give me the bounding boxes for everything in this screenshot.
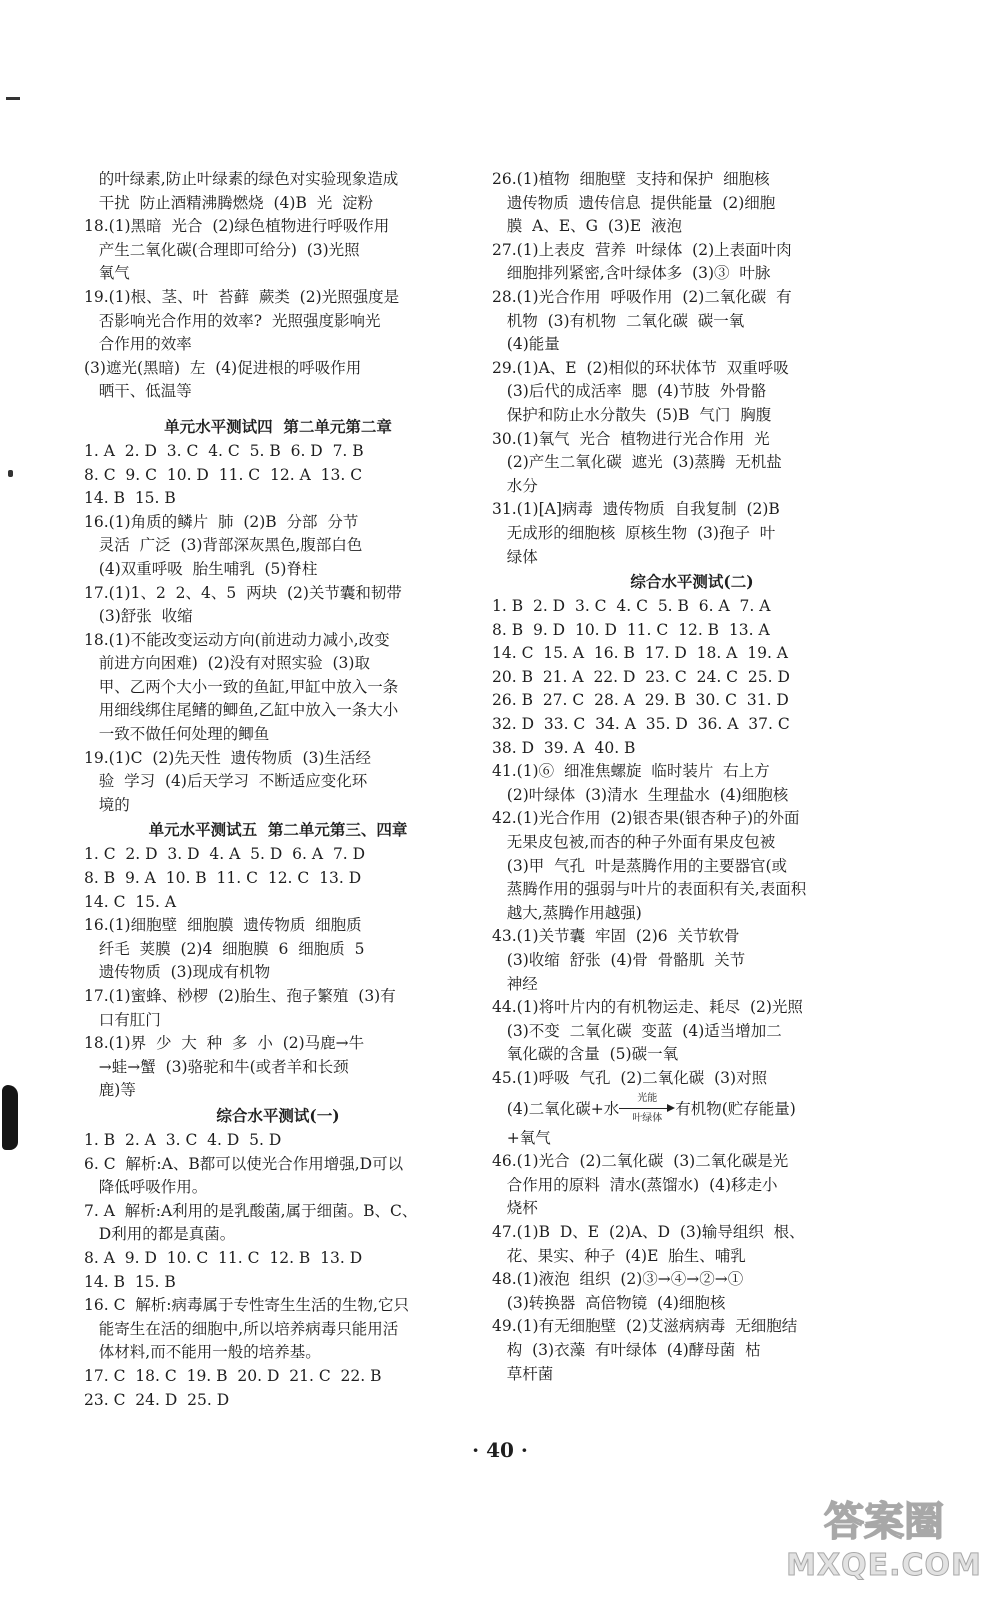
answer-line: 16. C 解析:病毒属于专性寄生生活的生物,它只 bbox=[84, 1296, 409, 1315]
watermark-url: MXQE.COM bbox=[786, 1548, 982, 1583]
answer-line: 合作用的效率 bbox=[84, 335, 192, 354]
scan-corner-mark bbox=[6, 97, 20, 100]
answer-line: 7. A 解析:A利用的是乳酸菌,属于细菌。B、C、 bbox=[84, 1201, 418, 1220]
answer-line: 30.(1)氧气 光合 植物进行光合作用 光 bbox=[492, 429, 770, 448]
answer-line: 细胞排列紧密,含叶绿体多 (3)③ 叶脉 bbox=[492, 264, 771, 283]
answer-line: 无成形的细胞核 原核生物 (3)孢子 叶 bbox=[492, 523, 776, 542]
scan-ink-blot bbox=[2, 1085, 18, 1150]
arrow-condition-bottom: 叶绿体 bbox=[632, 1112, 663, 1124]
answer-line: 验 学习 (4)后天学习 不断适应变化环 bbox=[84, 772, 368, 791]
scan-stray-dot bbox=[8, 470, 13, 477]
answer-line: 8. C 9. C 10. D 11. C 12. A 13. C bbox=[84, 465, 363, 484]
answer-line: 26.(1)植物 细胞壁 支持和保护 细胞核 bbox=[492, 170, 770, 188]
answer-line: 38. D 39. A 40. B bbox=[492, 738, 636, 757]
answer-line: →蛙→蟹 (3)骆驼和牛(或者羊和长颈 bbox=[84, 1057, 349, 1076]
answer-line: 产生二氧化碳(合理即可给分) (3)光照 bbox=[84, 240, 360, 259]
answer-line: 合作用的原料 清水(蒸馏水) (4)移走小 bbox=[492, 1175, 778, 1194]
answer-line: 草杆菌 bbox=[492, 1364, 554, 1383]
answer-line: 1. B 2. A 3. C 4. D 5. D bbox=[84, 1130, 282, 1149]
answer-line: 14. C 15. A bbox=[84, 892, 177, 911]
watermark-logo-text: 答案圈 bbox=[824, 1499, 944, 1545]
answer-line: (3)转换器 高倍物镜 (4)细胞核 bbox=[492, 1293, 726, 1312]
answer-line: 花、果实、种子 (4)E 胎生、哺乳 bbox=[492, 1246, 746, 1265]
answer-line: 否影响光合作用的效率? 光照强度影响光 bbox=[84, 311, 381, 330]
section-heading: 单元水平测试四 第二单元第二章 bbox=[164, 416, 392, 436]
answer-line: 保护和防止水分散失 (5)B 气门 胸腹 bbox=[492, 405, 772, 424]
answer-line: (3)甲 气孔 叶是蒸腾作用的主要器官(或 bbox=[492, 856, 787, 875]
answer-line: 43.(1)关节囊 牢固 (2)6 关节软骨 bbox=[492, 927, 740, 946]
answer-line: 1. A 2. D 3. C 4. C 5. B 6. D 7. B bbox=[84, 441, 364, 460]
answer-line: 蒸腾作用的强弱与叶片的表面积有关,表面积 bbox=[492, 880, 807, 899]
answer-line: 境的 bbox=[84, 795, 130, 814]
answer-line: 28.(1)光合作用 呼吸作用 (2)二氧化碳 有 bbox=[492, 287, 792, 306]
answer-line: 27.(1)上表皮 营养 叶绿体 (2)上表面叶肉 bbox=[492, 240, 792, 259]
answer-line: +氧气 bbox=[492, 1128, 551, 1147]
answer-line: 水分 bbox=[492, 476, 538, 495]
answer-line: 8. A 9. D 10. C 11. C 12. B 13. D bbox=[84, 1248, 363, 1267]
section-heading: 综合水平测试(一) bbox=[216, 1105, 340, 1125]
answer-line: 遗传物质 遗传信息 提供能量 (2)细胞 bbox=[492, 193, 776, 212]
answer-line: 20. B 21. A 22. D 23. C 24. C 25. D bbox=[492, 667, 790, 686]
answer-line: 45.(1)呼吸 气孔 (2)二氧化碳 (3)对照 bbox=[492, 1068, 768, 1087]
answer-line: (2)产生二氧化碳 遮光 (3)蒸腾 无机盐 bbox=[492, 453, 782, 472]
answer-line: 44.(1)将叶片内的有机物运走、耗尽 (2)光照 bbox=[492, 998, 803, 1017]
answer-line: 14. C 15. A 16. B 17. D 18. A 19. A bbox=[492, 644, 788, 663]
answer-line: 体材料,而不能用一般的培养基。 bbox=[84, 1343, 321, 1362]
answer-line: 越大,蒸腾作用越强) bbox=[492, 903, 642, 922]
answer-line: 神经 bbox=[492, 974, 538, 993]
answer-line: 41.(1)⑥ 细准焦螺旋 临时装片 右上方 bbox=[492, 762, 770, 781]
answer-line: 纤毛 荚膜 (2)4 细胞膜 6 细胞质 5 bbox=[84, 939, 365, 958]
answer-line: 49.(1)有无细胞壁 (2)艾滋病病毒 无细胞结 bbox=[492, 1317, 798, 1336]
answer-line: 1. B 2. D 3. C 4. C 5. B 6. A 7. A bbox=[492, 597, 771, 616]
answer-line: 构 (3)衣藻 有叶绿体 (4)酵母菌 枯 bbox=[492, 1340, 761, 1359]
arrow-condition-top: 光能 bbox=[637, 1092, 658, 1104]
equation-products: 有机物(贮存能量) bbox=[675, 1099, 796, 1118]
answer-line: 42.(1)光合作用 (2)银杏果(银杏种子)的外面 bbox=[492, 809, 800, 828]
answer-line: 16.(1)角质的鳞片 肺 (2)B 分部 分节 bbox=[84, 512, 359, 531]
answer-line: 无果皮包被,而杏的种子外面有果皮包被 bbox=[492, 833, 776, 852]
answer-line: 18.(1)不能改变运动方向(前进动力减小,改变 bbox=[84, 630, 390, 649]
answer-line: 鹿)等 bbox=[84, 1081, 136, 1100]
answer-line: 能寄生在活的细胞中,所以培养病毒只能用活 bbox=[84, 1319, 399, 1338]
answer-line: 口有肛门 bbox=[84, 1010, 161, 1029]
answer-line: 一致不做任何处理的鲫鱼 bbox=[84, 725, 270, 744]
photosynthesis-equation bbox=[492, 1091, 892, 1127]
answer-line: 机物 (3)有机物 二氧化碳 碳一氧 bbox=[492, 311, 745, 330]
reaction-arrow-icon bbox=[619, 1091, 675, 1127]
answer-line: 17. C 18. C 19. B 20. D 21. C 22. B bbox=[84, 1366, 382, 1385]
answer-line: 32. D 33. C 34. A 35. D 36. A 37. C bbox=[492, 715, 790, 734]
section-heading: 综合水平测试(二) bbox=[630, 572, 754, 592]
answer-line: 26. B 27. C 28. A 29. B 30. C 31. D bbox=[492, 691, 789, 710]
answer-line: 47.(1)B D、E (2)A、D (3)输导组织 根、 bbox=[492, 1222, 805, 1241]
equation-reactants: (4)二氧化碳+水 bbox=[492, 1099, 620, 1118]
arrow-head bbox=[667, 1104, 675, 1112]
answer-line: 遗传物质 (3)现成有机物 bbox=[84, 963, 271, 982]
answer-line: (3)收缩 舒张 (4)骨 骨骼肌 关节 bbox=[492, 951, 746, 969]
answer-line: 23. C 24. D 25. D bbox=[84, 1390, 230, 1409]
answer-line: 晒干、低温等 bbox=[84, 382, 192, 401]
answer-line: 17.(1)蜜蜂、桫椤 (2)胎生、孢子繁殖 (3)有 bbox=[84, 987, 396, 1005]
answer-line: 前进方向困难) (2)没有对照实验 (3)取 bbox=[84, 654, 370, 673]
answer-line: 甲、乙两个大小一致的鱼缸,甲缸中放入一条 bbox=[84, 677, 399, 696]
site-watermark bbox=[784, 1498, 984, 1590]
answer-line: 的叶绿素,防止叶绿素的绿色对实验现象造成 bbox=[84, 170, 399, 188]
answer-line: 31.(1)[A]病毒 遗传物质 自我复制 (2)B bbox=[492, 500, 780, 519]
answer-line: 降低呼吸作用。 bbox=[84, 1178, 208, 1197]
answer-line: 1. C 2. D 3. D 4. A 5. D 6. A 7. D bbox=[84, 845, 366, 864]
answer-line: 绿体 bbox=[492, 547, 538, 566]
answer-line: (3)后代的成活率 腮 (4)节肢 外骨骼 bbox=[492, 382, 767, 401]
right-answer-column bbox=[492, 168, 892, 1386]
answer-line: (4)双重呼吸 胎生哺乳 (5)脊柱 bbox=[84, 559, 318, 578]
answer-line: 18.(1)黑暗 光合 (2)绿色植物进行呼吸作用 bbox=[84, 217, 390, 236]
answer-line: (3)不变 二氧化碳 变蓝 (4)适当增加二 bbox=[492, 1021, 782, 1040]
answer-line: (2)叶绿体 (3)清水 生理盐水 (4)细胞核 bbox=[492, 785, 789, 804]
answer-line: 用细线绑住尾鳍的鲫鱼,乙缸中放入一条大小 bbox=[84, 701, 399, 720]
answer-line: 14. B 15. B bbox=[84, 1272, 176, 1291]
answer-line: 氧气 bbox=[84, 264, 130, 283]
answer-line: 8. B 9. D 10. D 11. C 12. B 13. A bbox=[492, 620, 770, 639]
answer-line: 8. B 9. A 10. B 11. C 12. C 13. D bbox=[84, 869, 362, 888]
answer-line: 6. C 解析:A、B都可以使光合作用增强,D可以 bbox=[84, 1154, 404, 1173]
answer-line: (3)遮光(黑暗) 左 (4)促进根的呼吸作用 bbox=[84, 358, 362, 377]
answer-line: 19.(1)根、茎、叶 苔藓 蕨类 (2)光照强度是 bbox=[84, 287, 400, 306]
answer-line: 17.(1)1、2 2、4、5 两块 (2)关节囊和韧带 bbox=[84, 583, 402, 602]
answer-line: (3)舒张 收缩 bbox=[84, 607, 193, 626]
left-answer-column bbox=[84, 168, 472, 1412]
answer-line: 14. B 15. B bbox=[84, 489, 176, 508]
answer-line: 16.(1)细胞壁 细胞膜 遗传物质 细胞质 bbox=[84, 916, 362, 935]
answer-line: 干扰 防止酒精沸腾燃烧 (4)B 光 淀粉 bbox=[84, 193, 374, 212]
spacer bbox=[84, 404, 472, 414]
page-number: · 40 · bbox=[472, 1438, 528, 1462]
answer-line: 29.(1)A、E (2)相似的环状体节 双重呼吸 bbox=[492, 358, 789, 377]
answer-line: 19.(1)C (2)先天性 遗传物质 (3)生活经 bbox=[84, 748, 371, 767]
answer-line: D利用的都是真菌。 bbox=[84, 1225, 236, 1244]
answer-line: 烧杯 bbox=[492, 1199, 538, 1218]
answer-line: 氧化碳的含量 (5)碳一氧 bbox=[492, 1045, 679, 1064]
answer-line: 48.(1)液泡 组织 (2)③→④→②→① bbox=[492, 1270, 744, 1289]
answer-line: 46.(1)光合 (2)二氧化碳 (3)二氧化碳是光 bbox=[492, 1152, 789, 1171]
section-heading: 单元水平测试五 第二单元第三、四章 bbox=[148, 820, 408, 840]
answer-line: 18.(1)界 少 大 种 多 小 (2)马鹿→牛 bbox=[84, 1034, 365, 1053]
arrow-shaft bbox=[619, 1108, 669, 1109]
answer-line: (4)能量 bbox=[492, 335, 560, 354]
answer-line: 灵活 广泛 (3)背部深灰黑色,腹部白色 bbox=[84, 536, 363, 555]
answer-line: 膜 A、E、G (3)E 液泡 bbox=[492, 217, 683, 236]
